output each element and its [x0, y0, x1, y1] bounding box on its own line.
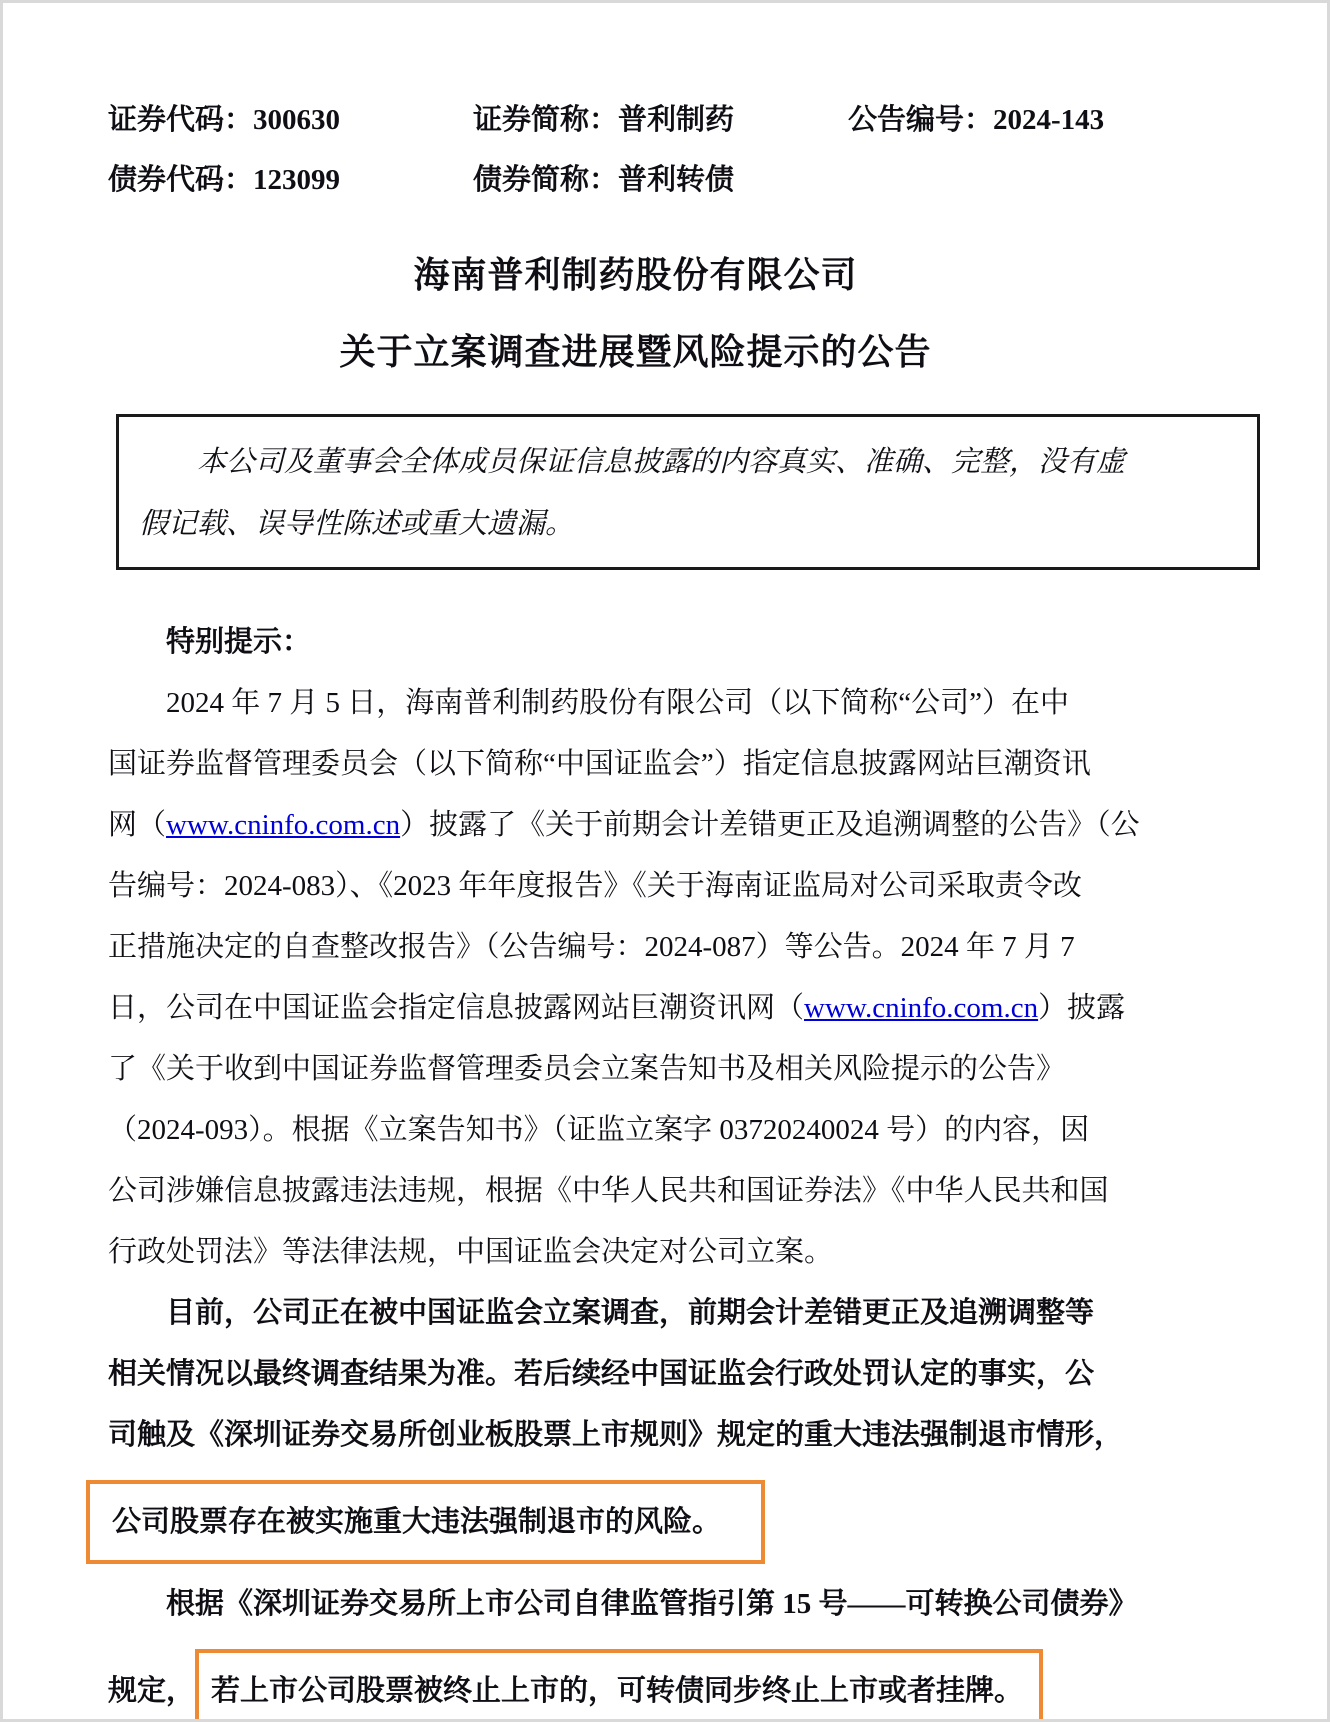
investigation-progress-paragraph-line-10 — [108, 1222, 1157, 1283]
bond-code: 债券代码：123099 — [108, 164, 341, 196]
body-text: 司触及《深圳证券交易所创业板股票上市规则》规定的重大违法强制退市情形， — [108, 1419, 1124, 1451]
body-text: ）披露了《关于前期会计差错更正及追溯调整的公告》（公 — [400, 809, 1140, 841]
investigation-progress-paragraph-line-7 — [108, 1039, 1157, 1100]
body-text: 根据《深圳证券交易所上市公司自律监管指引第 15 号——可转换公司债券》 — [166, 1588, 1138, 1620]
cninfo-website-link[interactable]: www.cninfo.com.cn — [166, 809, 401, 841]
body-text: 规定， — [108, 1675, 196, 1707]
convertible-bond-paragraph — [108, 1574, 1157, 1722]
body-text: 行政处罚法》等法律法规，中国证监会决定对公司立案。 — [108, 1236, 834, 1268]
delisting-risk-paragraph-line-4 — [108, 1480, 1157, 1564]
stock-code: 证券代码：300630 — [108, 104, 341, 136]
bond-name: 债券简称：普利转债 — [473, 164, 735, 196]
investigation-progress-paragraph-line-9 — [108, 1161, 1157, 1222]
disclaimer-line-2: 假记载、误导性陈述或重大遗漏。 — [139, 508, 575, 540]
body-text: 相关情况以最终调查结果为准。若后续经中国证监会行政处罚认定的事实，公 — [108, 1358, 1095, 1390]
body-text: 网（ — [108, 809, 167, 841]
investigation-progress-paragraph-line-6 — [108, 978, 1157, 1039]
disclaimer-box — [116, 414, 1260, 570]
disclaimer-line-1: 本公司及董事会全体成员保证信息披露的内容真实、准确、完整，没有虚 — [197, 446, 1126, 478]
risk-highlight-box: 若上市公司股票被终止上市的，可转债同步终止上市或者挂牌。 — [195, 1649, 1043, 1722]
stock-name: 证券简称：普利制药 — [473, 104, 735, 136]
header-spacer — [848, 163, 1157, 197]
body-text: 了《关于收到中国证券监督管理委员会立案告知书及相关风险提示的公告》 — [108, 1053, 1066, 1085]
company-name-title: 海南普利制药股份有限公司 — [413, 255, 858, 295]
document-header — [108, 103, 1157, 197]
delisting-risk-paragraph-line-3 — [108, 1405, 1157, 1466]
body-text: （2024-093）。根据《立案告知书》（证监立案字 03720240024 号）的内容，因 — [108, 1114, 1090, 1146]
announcement-number: 公告编号：2024-143 — [848, 104, 1105, 136]
investigation-progress-paragraph-line-2 — [108, 734, 1157, 795]
investigation-progress-paragraph-line-3 — [108, 795, 1157, 856]
announcement-title: 关于立案调查进展暨风险提示的公告 — [339, 332, 932, 372]
investigation-progress-paragraph-line-8 — [108, 1100, 1157, 1161]
body-text: 日，公司在中国证监会指定信息披露网站巨潮资讯网（ — [108, 992, 805, 1024]
body-text: 公司涉嫌信息披露违法违规，根据《中华人民共和国证券法》《中华人民共和国 — [108, 1175, 1109, 1207]
investigation-progress-paragraph-line-5 — [108, 917, 1157, 978]
body-text: 正措施决定的自查整改报告》（公告编号：2024-087）等公告。2024 年 7 月 7 — [108, 931, 1075, 963]
body-text: 目前，公司正在被中国证监会立案调查，前期会计差错更正及追溯调整等 — [166, 1297, 1095, 1329]
body-text: 告编号：2024-083）、《2023 年年度报告》《关于海南证监局对公司采取责令改 — [108, 870, 1082, 902]
header-row-bond — [108, 163, 1157, 197]
convertible-bond-paragraph-line-1 — [108, 1574, 1157, 1635]
delisting-risk-paragraph-line-2 — [108, 1344, 1157, 1405]
investigation-progress-paragraph-line-1 — [108, 673, 1157, 734]
body-text: 国证券监督管理委员会（以下简称“中国证监会”）指定信息披露网站巨潮资讯 — [108, 748, 1091, 780]
risk-highlight-box: 公司股票存在被实施重大违法强制退市的风险。 — [86, 1480, 765, 1564]
document-body — [108, 673, 1157, 1722]
body-text: ）披露 — [1038, 992, 1126, 1024]
header-row-stock — [108, 103, 1157, 137]
delisting-risk-paragraph — [108, 1283, 1157, 1564]
cninfo-website-link[interactable]: www.cninfo.com.cn — [804, 992, 1039, 1024]
investigation-progress-paragraph — [108, 673, 1157, 1283]
body-text: 2024 年 7 月 5 日，海南普利制药股份有限公司（以下简称“公司”）在中 — [166, 687, 1069, 719]
delisting-risk-paragraph-line-1 — [108, 1283, 1157, 1344]
investigation-progress-paragraph-line-4 — [108, 856, 1157, 917]
special-notice-heading: 特别提示： — [166, 626, 312, 658]
convertible-bond-paragraph-line-2 — [108, 1649, 1157, 1722]
